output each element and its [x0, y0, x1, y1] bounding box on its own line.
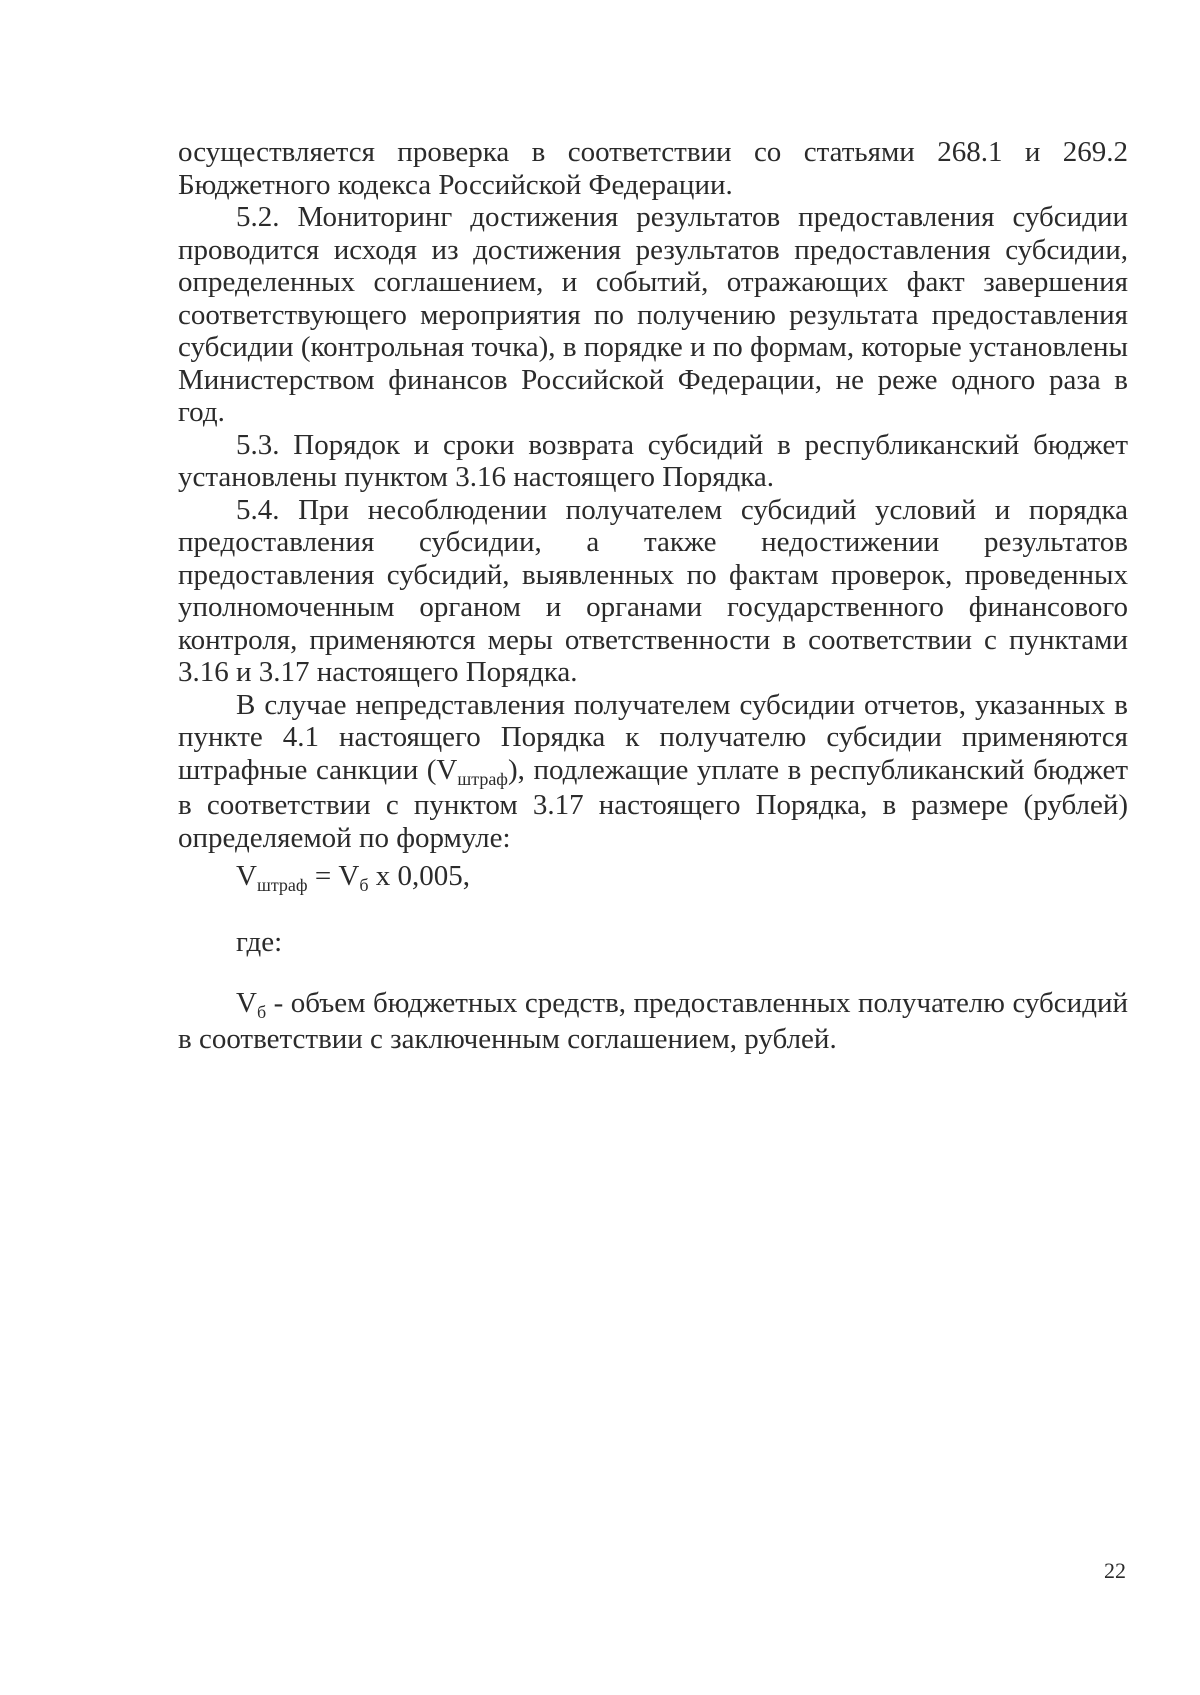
definition-symbol: V: [236, 987, 257, 1019]
formula-lhs: V: [236, 860, 257, 892]
paragraph-penalty: [178, 689, 1128, 855]
formula-rest: x 0,005,: [368, 860, 471, 892]
penalty-text-end: ), подлежащие уплате в республиканский бюджет в соответствии с пунктом 3.17 настоящего Порядка, в размере (рублей) определяемой по формуле:: [178, 753, 1128, 854]
formula-rhs-subscript: б: [359, 875, 369, 895]
paragraph-5-3-refund: 5.3. Порядок и сроки возврата субсидий в республиканский бюджет установлены пунктом 3.16 настоящего Порядка.: [178, 428, 1128, 493]
paragraph-5-4-liability: 5.4. При несоблюдении получателем субсидий условий и порядка предоставления субсидии, а также недостижении результатов предоставления субсидий, выявленных по фактам проверок, проведенных уполномоченным органом и органами государственного финансового контроля, применяются меры ответственности в соответствии с пунктами 3.16 и 3.17 настоящего Порядка.: [178, 493, 1128, 688]
definition-subscript: б: [256, 1002, 267, 1022]
formula-lhs-subscript: штраф: [256, 875, 308, 895]
penalty-subscript: штраф: [457, 768, 508, 789]
penalty-formula: [236, 860, 470, 893]
paragraph-5-2-monitoring: 5.2. Мониторинг достижения результатов предоставления субсидии проводится исходя из достижения результатов предоставления субсидии, определенных соглашением, и событий, отражающих факт завершения соответствующего мероприятия по получению результата предоставления субсидии (контрольная точка), в порядке и по формам, которые установлены Министерством финансов Российской Федерации, не реже одного раза в год.: [178, 201, 1128, 428]
paragraph-check-continuation: осуществляется проверка в соответствии со статьями 268.1 и 269.2 Бюджетного кодекса Российской Федерации.: [178, 136, 1128, 201]
penalty-text-start: В случае непредставления получателем субсидии отчетов, указанных в пункте 4.1 настоящего Порядка к получателю субсидии применяются штрафные санкции (V: [178, 688, 1128, 786]
page-number: 22: [1104, 1558, 1126, 1583]
definition-text: - объем бюджетных средств, предоставленных получателю субсидий в соответствии с заключенным соглашением, рублей.: [178, 987, 1128, 1055]
formula-equals: =: [307, 860, 339, 892]
formula-rhs: V: [338, 860, 360, 892]
variable-definition: [178, 987, 1128, 1055]
document-body: [178, 136, 1128, 854]
where-label: где:: [236, 926, 283, 958]
